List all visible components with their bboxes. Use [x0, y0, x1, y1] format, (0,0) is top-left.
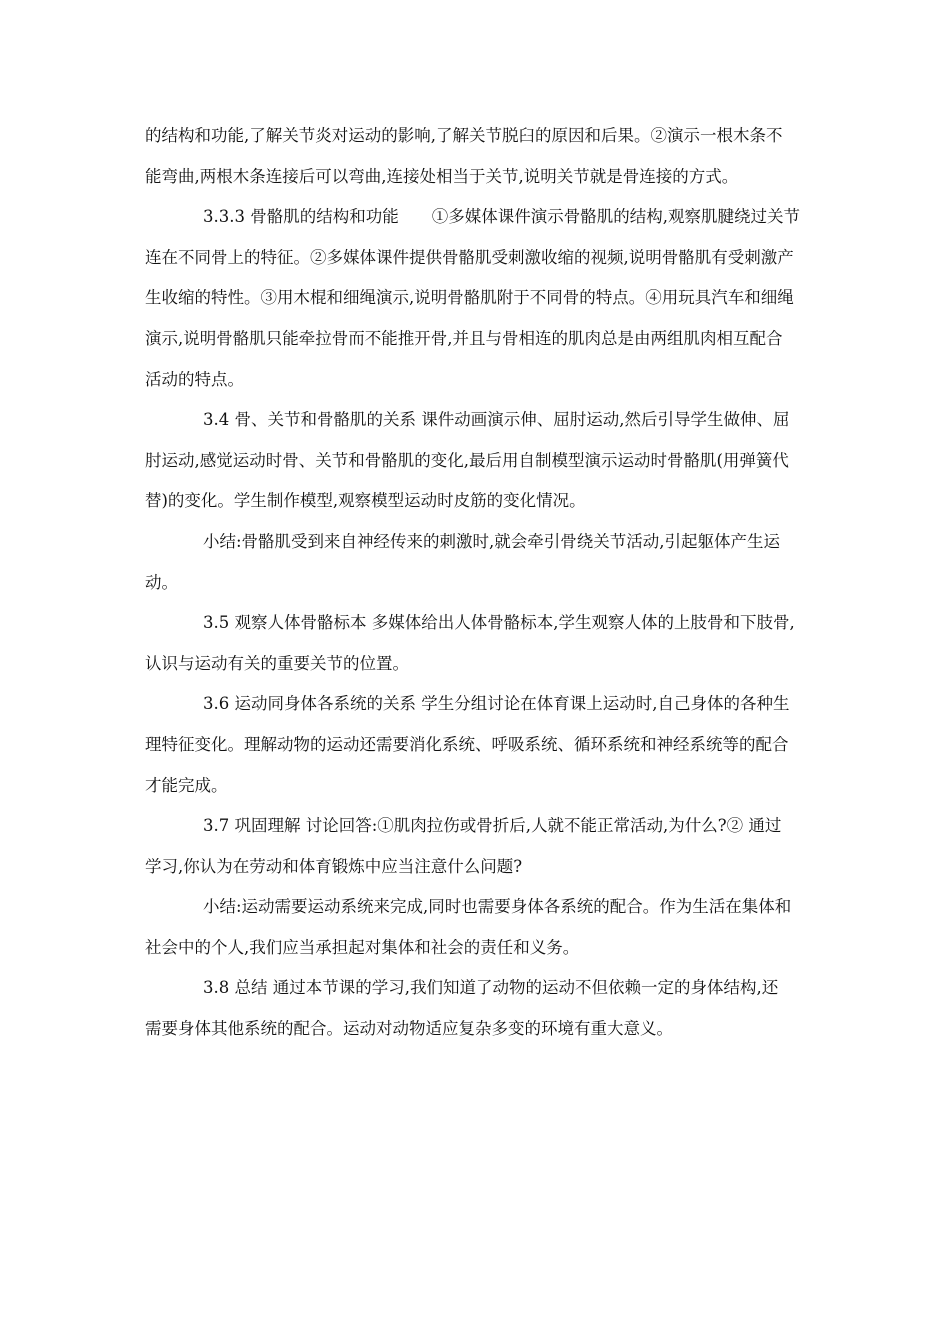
paragraph-body-systems	[145, 684, 810, 806]
text-line: 3.4 骨、关节和骨骼肌的关系 课件动画演示伸、屈肘运动,然后引导学生做伸、屈	[203, 410, 790, 430]
text-line: 肘运动,感觉运动时骨、关节和骨骼肌的变化,最后用自制模型演示运动时骨骼肌(用弹簧代	[145, 450, 789, 470]
text-line: 3.3.3 骨骼肌的结构和功能 ①多媒体课件演示骨骼肌的结构,观察肌腱绕过关节	[203, 207, 800, 227]
text-line: 连在不同骨上的特征。②多媒体课件提供骨骼肌受刺激收缩的视频,说明骨骼肌有受刺激产	[145, 247, 794, 267]
text-line: 小结:骨骼肌受到来自神经传来的刺激时,就会牵引骨绕关节活动,引起躯体产生运	[203, 531, 781, 551]
text-line: 3.6 运动同身体各系统的关系 学生分组讨论在体育课上运动时,自己身体的各种生	[203, 694, 790, 714]
text-line: 3.8 总结 通过本节课的学习,我们知道了动物的运动不但依赖一定的身体结构,还	[203, 978, 779, 998]
text-line: 小结:运动需要运动系统来完成,同时也需要身体各系统的配合。作为生活在集体和	[203, 897, 792, 917]
text-line: 能弯曲,两根木条连接后可以弯曲,连接处相当于关节,说明关节就是骨连接的方式。	[145, 166, 739, 186]
text-line: 生收缩的特性。③用木棍和细绳演示,说明骨骼肌附于不同骨的特点。④用玩具汽车和细绳	[145, 288, 794, 308]
text-line: 的结构和功能,了解关节炎对运动的影响,了解关节脱臼的原因和后果。②演示一根木条不	[145, 126, 783, 145]
text-line: 社会中的个人,我们应当承担起对集体和社会的责任和义务。	[145, 937, 580, 957]
paragraph-summary-2	[145, 887, 810, 968]
paragraph-summary-1	[145, 522, 810, 603]
paragraph-conclusion	[145, 968, 810, 1049]
paragraph-skeletal-muscle	[145, 197, 810, 400]
text-line: 才能完成。	[145, 775, 228, 795]
text-line: 活动的特点。	[145, 369, 244, 389]
paragraph-skeleton-specimen	[145, 603, 810, 684]
paragraph-bone-joint-muscle	[145, 400, 810, 522]
text-line: 替)的变化。学生制作模型,观察模型运动时皮筋的变化情况。	[145, 491, 586, 511]
text-line: 3.7 巩固理解 讨论回答:①肌肉拉伤或骨折后,人就不能正常活动,为什么?② 通过	[203, 816, 782, 836]
paragraph-consolidation	[145, 806, 810, 887]
text-line: 3.5 观察人体骨骼标本 多媒体给出人体骨骼标本,学生观察人体的上肢骨和下肢骨,	[203, 613, 795, 633]
paragraph-joint-demo	[145, 116, 810, 197]
text-line: 需要身体其他系统的配合。运动对动物适应复杂多变的环境有重大意义。	[145, 1019, 673, 1039]
text-line: 理特征变化。理解动物的运动还需要消化系统、呼吸系统、循环系统和神经系统等的配合	[145, 734, 789, 754]
text-line: 学习,你认为在劳动和体育锻炼中应当注意什么问题?	[145, 856, 523, 876]
document-body	[145, 116, 810, 1050]
text-line: 演示,说明骨骼肌只能牵拉骨而不能推开骨,并且与骨相连的肌肉总是由两组肌肉相互配合	[145, 328, 783, 348]
text-line: 认识与运动有关的重要关节的位置。	[145, 653, 409, 673]
text-line: 动。	[145, 572, 178, 592]
